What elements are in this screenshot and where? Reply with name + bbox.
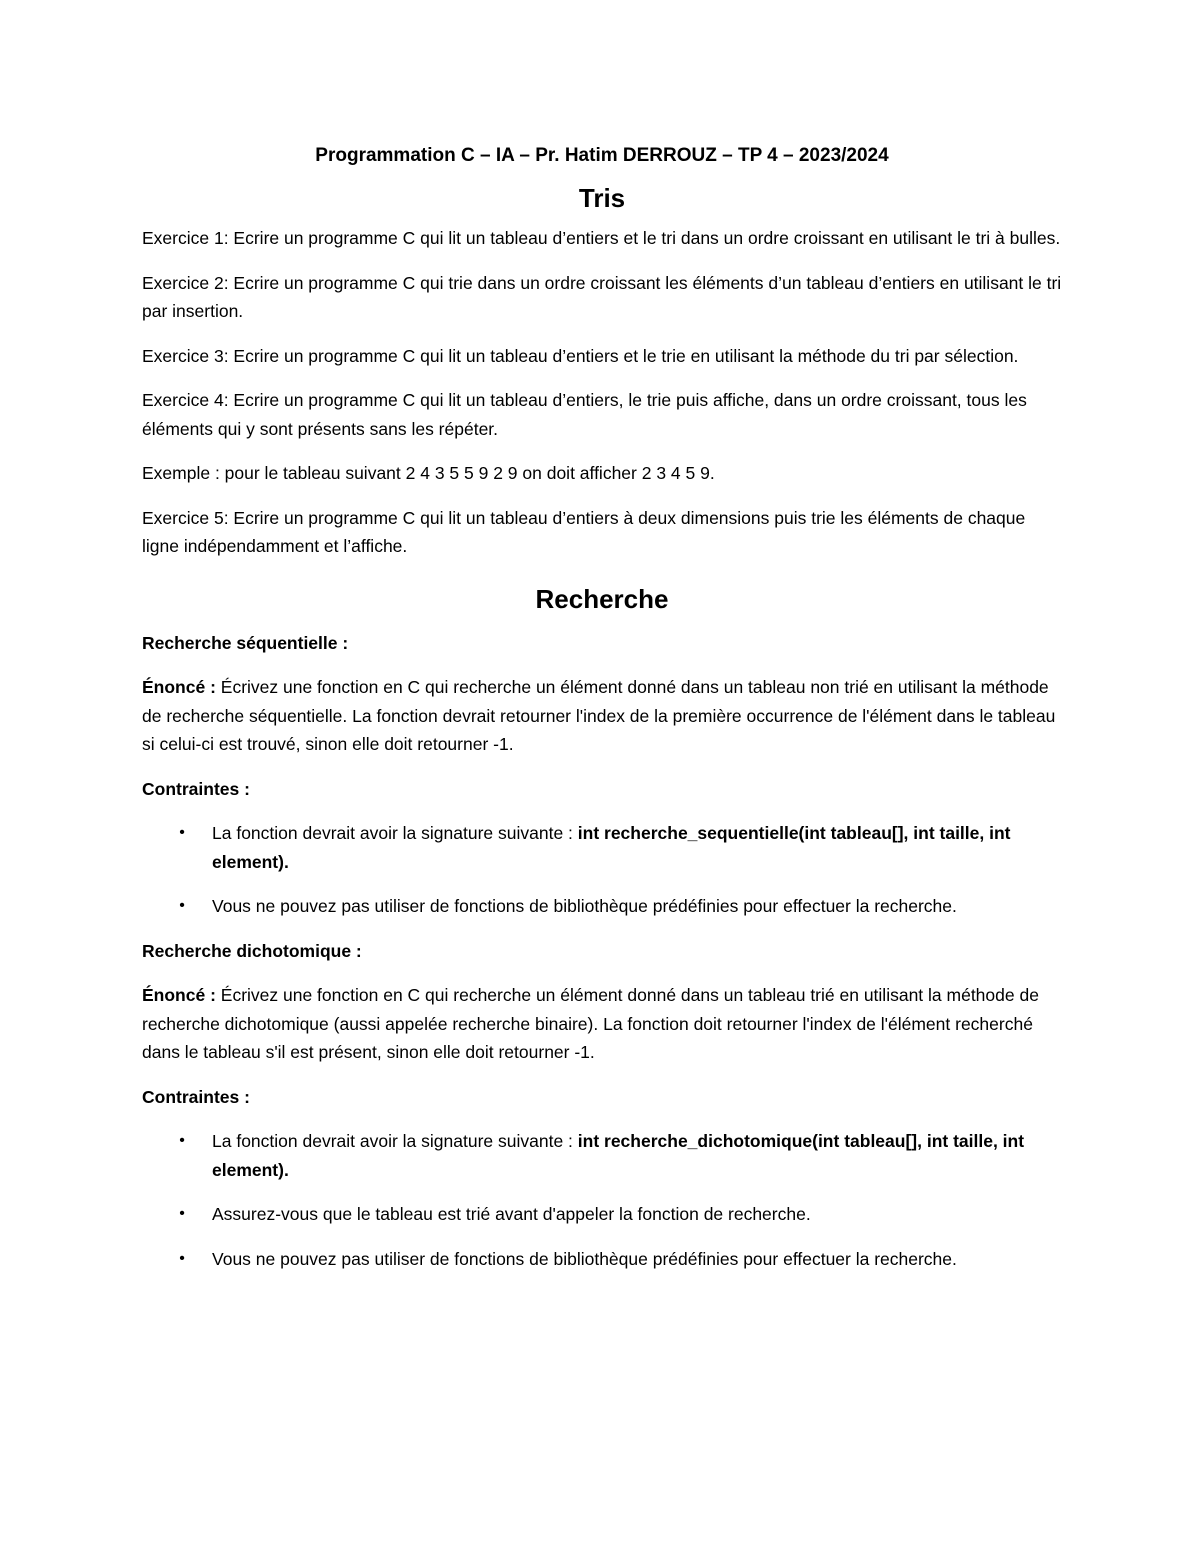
enonce-text: Écrivez une fonction en C qui recherche un élément donné dans un tableau non trié en utilisant la méthode de recherche séquentielle. La fonction devrait retourner l'index de la première occurrence de l'élément dans le tableau si celui-ci est trouvé, sinon elle doit retourner -1.: [142, 677, 1056, 754]
bullet-icon: •: [179, 824, 185, 841]
exercise-3: [142, 342, 1062, 371]
document-title: Programmation C – IA – Pr. Hatim DERROUZ – TP 4 – 2023/2024: [315, 145, 889, 166]
subheading-recherche-sequentielle: Recherche séquentielle :: [142, 632, 349, 653]
section-title-tris: Tris: [578, 183, 626, 213]
constraints-list-sequentielle: [142, 819, 1062, 921]
exercise-label: Exercice 2:: [142, 272, 229, 293]
contraintes-heading: Contraintes :: [142, 778, 250, 799]
exercise-label: Exercice 3:: [142, 345, 229, 366]
subheading-recherche-dichotomique: Recherche dichotomique :: [142, 940, 362, 961]
list-item: [142, 1245, 1062, 1274]
exercise-text: Ecrire un programme C qui lit un tableau d’entiers à deux dimensions puis trie les éléments de chaque ligne indépendamment et l’affiche.: [142, 507, 1026, 556]
exercise-label: Exercice 4:: [142, 390, 229, 410]
enonce-text: Écrivez une fonction en C qui recherche un élément donné dans un tableau trié en utilisant la méthode de recherche dichotomique (aussi appelée recherche binaire). La fonction doit retourner l'index de l'élément recherché dans le tableau s'il est présent, sinon elle doit retourner -1.: [142, 985, 1039, 1062]
contraintes-heading: Contraintes :: [142, 1086, 250, 1107]
enonce-dichotomique: [142, 981, 1062, 1067]
constraints-list-dichotomique: [142, 1127, 1062, 1273]
exercise-4: [142, 386, 1062, 443]
constraint-text: La fonction devrait avoir la signature suivante :: [212, 1131, 578, 1151]
bullet-icon: •: [179, 1205, 185, 1222]
constraint-text: Vous ne pouvez pas utiliser de fonctions de bibliothèque prédéfinies pour effectuer la recherche.: [212, 1248, 957, 1269]
exercise-text: Ecrire un programme C qui trie dans un ordre croissant les éléments d’un tableau d’entiers en utilisant le tri par insertion.: [142, 272, 1062, 321]
example-line: Exemple : pour le tableau suivant 2 4 3 5 5 9 2 9 on doit afficher 2 3 4 5 9.: [142, 463, 715, 483]
document-page: [142, 142, 1062, 1289]
bullet-icon: •: [179, 1249, 185, 1267]
constraint-text: Assurez-vous que le tableau est trié avant d'appeler la fonction de recherche.: [212, 1204, 811, 1224]
exercise-text: Ecrire un programme C qui lit un tableau d’entiers, le trie puis affiche, dans un ordre croissant, tous les éléments qui y sont présents sans les répéter.: [142, 390, 1027, 439]
bullet-icon: •: [179, 897, 185, 914]
bullet-icon: •: [179, 1132, 185, 1149]
enonce-sequentielle: [142, 673, 1062, 759]
constraint-text: Vous ne pouvez pas utiliser de fonctions de bibliothèque prédéfinies pour effectuer la recherche.: [212, 896, 957, 916]
exercise-2: [142, 269, 1062, 326]
constraint-text: La fonction devrait avoir la signature suivante :: [212, 823, 578, 843]
constraint-signature: int recherche_sequentielle(int tableau[], int taille, int element).: [212, 823, 1011, 872]
section-title-recherche: Recherche: [535, 583, 669, 614]
list-item: [142, 892, 1062, 921]
exercise-label: Exercice 5:: [142, 507, 229, 528]
enonce-label: Énoncé :: [142, 677, 216, 697]
list-item: [142, 819, 1062, 876]
exercise-text: Ecrire un programme C qui lit un tableau d’entiers et le tri dans un ordre croissant en utilisant le tri à bulles.: [228, 228, 1061, 248]
enonce-label: Énoncé :: [142, 985, 216, 1005]
list-item: [142, 1127, 1062, 1184]
constraint-signature: int recherche_dichotomique(int tableau[], int taille, int element).: [212, 1131, 1025, 1180]
list-item: [142, 1200, 1062, 1229]
exercise-label: Exercice 1:: [142, 228, 229, 248]
exercise-text: Ecrire un programme C qui lit un tableau d’entiers et le trie en utilisant la méthode du tri par sélection.: [228, 345, 1019, 366]
exercise-1: [142, 224, 1062, 253]
exercise-5: [142, 504, 1062, 561]
